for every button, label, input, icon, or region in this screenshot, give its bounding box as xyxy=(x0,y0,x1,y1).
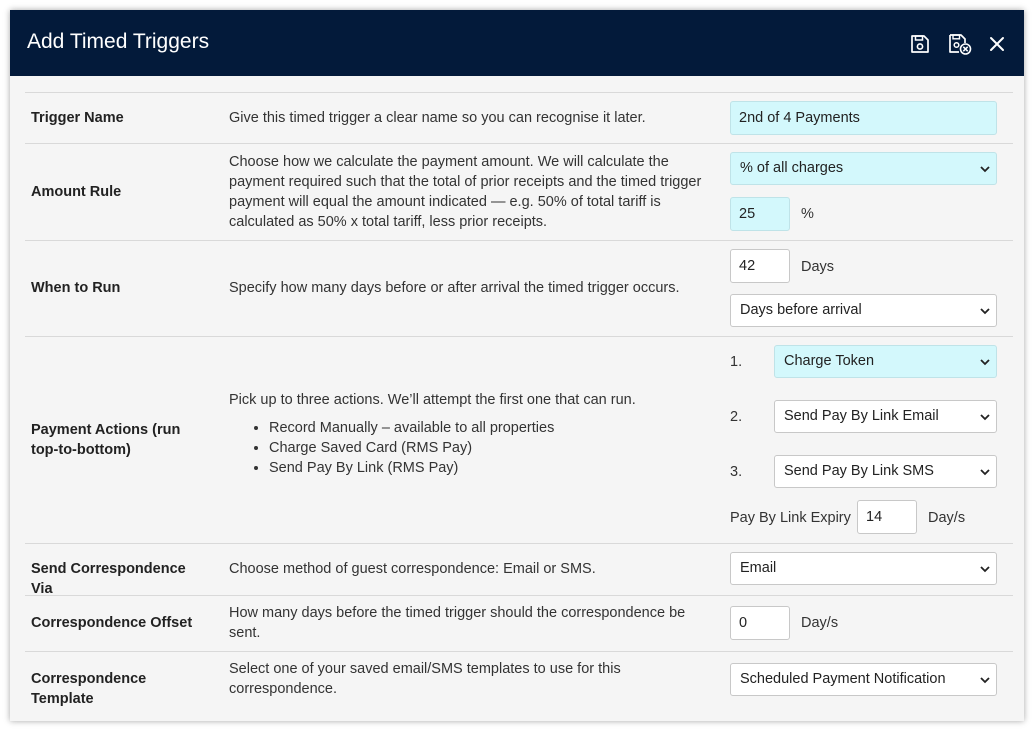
chevron-down-icon xyxy=(980,306,990,316)
save-button[interactable] xyxy=(906,30,934,58)
days-unit: Days xyxy=(801,259,835,275)
list-item: • Record Manually – available to all properties xyxy=(269,418,711,438)
amount-rule-row xyxy=(25,144,1013,241)
close-button[interactable] xyxy=(983,30,1011,58)
action-1-select[interactable] xyxy=(774,345,997,378)
amount-rule-description: Choose how we calculate the payment amount. We will calculate the payment required such that the total of prior receipts and the timed trigger payment will equal the amount indicated — e.g. 50% of total tariff is calculated as 50% x total tariff, less prior receipts. xyxy=(229,154,702,230)
action-2-select[interactable] xyxy=(774,400,997,433)
add-timed-triggers-dialog xyxy=(10,10,1024,721)
chevron-down-icon xyxy=(980,412,990,422)
list-item: • Send Pay By Link (RMS Pay) xyxy=(269,458,711,478)
correspondence-offset-unit: Day/s xyxy=(801,615,839,631)
dialog-title: Add Timed Triggers xyxy=(27,30,210,53)
trigger-name-description: Give this timed trigger a clear name so you can recognise it later. xyxy=(229,110,646,126)
send-correspondence-row xyxy=(25,544,1013,596)
payment-actions-row xyxy=(25,337,1013,544)
correspondence-template-description: Select one of your saved email/SMS templates to use for this correspondence. xyxy=(229,661,621,697)
payment-actions-label: Payment Actions (run top-to-bottom) xyxy=(31,422,181,458)
correspondence-method-select[interactable] xyxy=(730,552,997,585)
list-item: • Charge Saved Card (RMS Pay) xyxy=(269,438,711,458)
trigger-name-row xyxy=(25,92,1013,144)
save-close-icon xyxy=(947,32,973,56)
when-to-run-label: When to Run xyxy=(31,280,121,296)
days-input[interactable]: 42 xyxy=(730,249,790,283)
send-correspondence-description: Choose method of guest correspondence: Email or SMS. xyxy=(229,561,596,577)
close-icon xyxy=(988,35,1006,53)
when-to-run-description: Specify how many days before or after arrival the timed trigger occurs. xyxy=(229,280,680,296)
correspondence-offset-row xyxy=(25,596,1013,652)
correspondence-template-row xyxy=(25,652,1013,709)
pay-by-link-expiry-label: Pay By Link Expiry xyxy=(730,510,851,526)
trigger-name-input[interactable]: 2nd of 4 Payments xyxy=(730,101,997,135)
correspondence-offset-description: How many days before the timed trigger should the correspondence be sent. xyxy=(229,605,686,641)
correspondence-template-select-value: Scheduled Payment Notification xyxy=(740,671,946,687)
correspondence-offset-input[interactable]: 0 xyxy=(730,606,790,640)
send-correspondence-label: Send Correspondence Via xyxy=(31,561,186,597)
action-number-1: 1. xyxy=(730,354,743,370)
payment-actions-description xyxy=(229,390,711,478)
action-3-select-value: Send Pay By Link SMS xyxy=(784,463,934,479)
save-icon xyxy=(909,33,931,55)
correspondence-method-select-value: Email xyxy=(740,560,777,576)
chevron-down-icon xyxy=(980,564,990,574)
action-number-3: 3. xyxy=(730,464,743,480)
amount-rule-select[interactable] xyxy=(730,152,997,185)
chevron-down-icon xyxy=(980,467,990,477)
action-2-select-value: Send Pay By Link Email xyxy=(784,408,939,424)
payment-actions-intro: Pick up to three actions. We’ll attempt the first one that can run. xyxy=(229,392,636,408)
amount-unit: % xyxy=(801,206,814,222)
amount-rule-select-value: % of all charges xyxy=(740,160,844,176)
pay-by-link-expiry-unit: Day/s xyxy=(928,510,966,526)
amount-rule-label: Amount Rule xyxy=(31,184,122,200)
correspondence-offset-label: Correspondence Offset xyxy=(31,615,193,631)
action-1-select-value: Charge Token xyxy=(784,353,875,369)
dialog-header xyxy=(10,10,1024,76)
arrival-timing-select[interactable] xyxy=(730,294,997,327)
arrival-timing-select-value: Days before arrival xyxy=(740,302,862,318)
trigger-name-label: Trigger Name xyxy=(31,110,124,126)
amount-input[interactable]: 25 xyxy=(730,197,790,231)
when-to-run-row xyxy=(25,241,1013,337)
chevron-down-icon xyxy=(980,675,990,685)
chevron-down-icon xyxy=(980,357,990,367)
action-number-2: 2. xyxy=(730,409,743,425)
pay-by-link-expiry-input[interactable]: 14 xyxy=(857,500,917,534)
action-3-select[interactable] xyxy=(774,455,997,488)
correspondence-template-select[interactable] xyxy=(730,663,997,696)
correspondence-template-label: Correspondence Template xyxy=(31,671,147,707)
save-and-close-button[interactable] xyxy=(946,30,974,58)
form-body xyxy=(25,92,1013,709)
chevron-down-icon xyxy=(980,164,990,174)
payment-actions-bullets xyxy=(229,418,711,478)
